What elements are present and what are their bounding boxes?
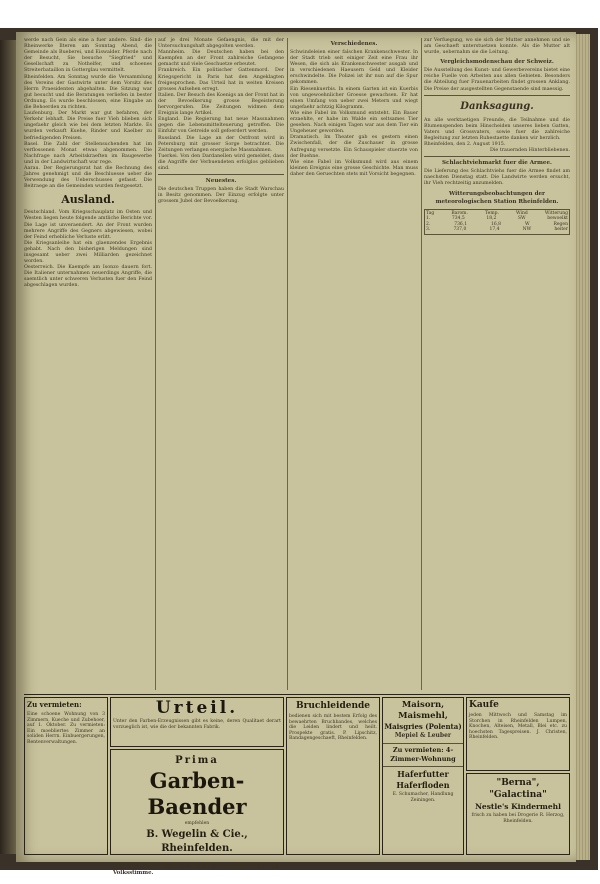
ad-title: Urteil. bbox=[155, 698, 239, 718]
ad-sub: Maisgries (Polenta) bbox=[384, 722, 462, 731]
article-text: zur Verfuegung, wo sie sich der Mutter annehmen und sie am Geschaeft unterstuetzen konnte. Als die Mutter alt wurde, uebernahm sie die Leitung. bbox=[424, 38, 570, 56]
ad-zu-vermieten bbox=[24, 697, 108, 855]
column-3 bbox=[290, 38, 418, 690]
newspaper-page bbox=[16, 32, 576, 876]
ad-hafer: Haferfutter Haferfloden bbox=[396, 769, 450, 790]
article-text: An alle werktaetigen Freunde, die Teilnahme und die Blumenspenden beim Hinscheiden unseres lieben Gatten, Vaters und Grossvaters, sowie fuer die zahlreiche Begleitung zur letzten Ruhestaette danken wir herzlich. bbox=[424, 117, 570, 141]
ad-title: Kaufe bbox=[469, 700, 499, 710]
divider bbox=[424, 156, 570, 157]
table-row: 3. 737,0 17,4 NW heiter bbox=[426, 227, 568, 233]
article-text: Deutschland. Vom Kriegsschauplatz im Osten und Westen liegen heute folgende amtliche Berichte vor. Die Lage ist unveraendert. An der Front wurden mehrere Angriffe des Gegners abgewiesen, wobei der Feind erhebliche Verluste erlitt. bbox=[24, 210, 152, 240]
ad-berna-galactina bbox=[466, 773, 570, 855]
ad-company: B. Wegelin & Cie., Rheinfelden. bbox=[146, 828, 248, 854]
section-heading-ausland: Ausland. bbox=[61, 193, 115, 207]
article-text: Mannheim. Die Deutschen haben bei den Kaempfen an der Front zahlreiche Gefangene gemacht und viele Geschuetze erbeutet. bbox=[158, 50, 284, 68]
article-text: Italien. Der Besuch des Koenigs an der Front hat in der Bevoelkerung grosse Begeisterung hervorgerufen. Die Zeitungen widmen dem Ereignis lange Artikel. bbox=[158, 92, 284, 117]
section-heading-markt: Schlachtviehmarkt fuer die Armee. bbox=[442, 160, 552, 167]
ad-note: Couverts mit Firmadruck liefert die Buchdruckerei der Volksstimme. bbox=[113, 862, 281, 876]
table-row: Tag Barom. Temp. Wind Witterung bbox=[426, 210, 568, 216]
article-text: Die Lieferung des Schlachtviehs fuer die Armee findet am naechsten Dienstag statt. Die Landwirte werden ersucht, ihr Vieh rechtzeitig anzumelden. bbox=[424, 169, 570, 187]
column-rule bbox=[421, 38, 422, 690]
article-text: Basel. Die Zahl der Stellensuchenden hat im verflossenen Monat etwas abgenommen. Die Nachfrage nach Arbeitskraeften im Baugewerbe und in der Landwirtschaft war rege. bbox=[24, 141, 152, 165]
ad-title: Nestle's Kindermehl bbox=[475, 802, 561, 811]
weather-table bbox=[424, 209, 570, 235]
article-text: Die Kriegsanleihe hat ein glaenzendes Ergebnis gehabt. Nach den bisherigen Meldungen sind insgesamt ueber zwei Milliarden gezeichnet worden. bbox=[24, 240, 152, 265]
article-text: Oesterreich. Die Kaempfe am Isonzo dauern fort. Die Italiener unternahmen neuerdings Angriffe, die saemtlich unter schweren Verlusten fuer den Feind abgeschlagen wurden. bbox=[24, 265, 152, 289]
article-text: Laufenburg. Der Markt war gut befahren, der Verkehr lebhaft. Die Preise fuer Vieh blieben sich ungefaehr gleich wie bei dem letzten Markte. Es wurden verkauft Kuehe, Rinder und Kaelber zu befriedigenden Preisen. bbox=[24, 111, 152, 141]
article-text: Wie eine Fabel im Volksmund wird aus einem kleinen Ereignis eine grosse Geschichte. Man muss daher den Geruechten stets mit Vorsicht begegnen. bbox=[290, 159, 418, 177]
ad-text: Unter den Farben-Erzeugnissen gibt es keine, deren Qualitaet derart vorzueglich ist, wie die der bekannten Fabrik. bbox=[113, 719, 281, 730]
article-text: Schwindeleien einer falschen Krankenschwester. In der Stadt trieb seit einiger Zeit eine Frau ihr Wesen, die sich als Krankenschwester ausgab und in verschiedenen Haeusern Geld und Kleider erschwindelte. Die Polizei ist ihr nun auf die Spur gekommen. bbox=[290, 50, 418, 86]
table-row: 1. 734,5 18,2 SW bewoelkt bbox=[426, 216, 568, 222]
article-text: Wie eine Fabel im Volksmund entsteht. Ein Bauer erzaehlte, er habe im Walde ein seltsames Tier gesehen. Nach einigen Tagen war aus dem Tier ein Ungeheuer geworden. bbox=[290, 110, 418, 135]
article-text: Die Ausstellung des Kunst- und Gewerbevereins bietet eine reiche Fuelle von Arbeiten aus allen Gebieten. Besonders die Abteilung fuer Frauenarbeiten findet grossen Anklang. Die Preise der ausgestellten Gegenstaende sind maessig. bbox=[424, 68, 570, 92]
divider bbox=[424, 95, 570, 96]
book bbox=[0, 28, 598, 876]
divider bbox=[383, 766, 463, 767]
ad-kaufe bbox=[466, 697, 570, 771]
article-text: Frankreich. Ein politischer Gattenmord. Der Kriegsgericht in Paris hat den Angeklagten freigesprochen. Das Urteil hat in weiten Kreisen grosses Aufsehen erregt. bbox=[158, 68, 284, 92]
ad-title: Bruchleidende bbox=[295, 701, 371, 711]
ad-garben-baender bbox=[110, 749, 284, 876]
ad-title: "Galactina" bbox=[489, 790, 547, 800]
danksagung-heading: Danksagung. bbox=[460, 100, 534, 112]
ad-company: E. Schumacher, Handlung Zeiningen. bbox=[392, 792, 454, 803]
article-text: Russland. Die Lage an der Ostfront wird in Petersburg mit grosser Sorge betrachtet. Die Zeitungen verlangen energische Massnahmen. bbox=[158, 135, 284, 153]
section-heading-ausstellung: Vergleichsmodenschau der Schweiz. bbox=[440, 59, 554, 66]
section-heading-verschiedenes: Verschiedenes. bbox=[330, 41, 378, 47]
section-heading-neuestes: Neuestes. bbox=[205, 178, 237, 185]
column-rule bbox=[155, 38, 156, 690]
divider bbox=[383, 743, 463, 744]
article-text: werde nach Gein als eine a fuer andere. Sind- die Rheinwerke Ilteren am Sonntag Abend, die Gemeinde als Bueberei, und Eiswalder. Pferde nach der Besucht, Sie besuche "Siegfried" und Gesellschaft zu Nothelfer, und schoenes Streiterbataillon in Gotterglau vermittelt. bbox=[24, 38, 152, 74]
ad-text: jeden Mittwoch und Samstag im Storchen in Rheinfelden Lumpen, Knochen, Alteisen, Metall, Blei etc. zu hoechsten Tagespreisen. J. Christen, Rheinfelden. bbox=[469, 713, 567, 741]
ad-title: Maisorn, Maismehl, bbox=[398, 700, 448, 721]
article-text: auf je drei Monate Gefaengnis, die mit der Untersuchungshaft abgegolten werden. bbox=[158, 38, 284, 50]
ad-company: Mepiel & Leuber bbox=[394, 732, 452, 739]
ad-bruchleidende bbox=[286, 697, 380, 855]
ad-text: frisch zu haben bei Drogerie R. Herzog, Rheinfelden. bbox=[471, 813, 565, 824]
section-heading-wetter: Witterungsbeobachtungen der meteorologischen Station Rheinfelden. bbox=[435, 190, 559, 205]
column-4 bbox=[424, 38, 570, 690]
table-row: 2. 736,1 16,8 W Regen bbox=[426, 221, 568, 227]
article-text: Ein Riesenkuerbis. In einem Garten ist ein Kuerbis von ungewoehnlicher Groesse gewachsen. Er hat einen Umfang von ueber zwei Metern und wiegt ungefaehr achtzig Kilogramm. bbox=[290, 86, 418, 110]
ad-prefix: Prima bbox=[175, 755, 219, 766]
advertisement-section bbox=[24, 694, 570, 876]
column-1 bbox=[24, 38, 152, 690]
article-text: England. Die Regierung hat neue Massnahmen gegen die Lebensmittelteuerung getroffen. Die Einfuhr von Getreide soll gefoerdert werden. bbox=[158, 117, 284, 135]
article-text: Rheinfelden. Am Sonntag wurde die Versammlung des Vereins der Gastwirte unter dem Vorsitz des Herrn Praesidenten abgehalten. Die Sitzung war gut besucht und die Beratungen verliefen in bester Ordnung. Es wurde beschlossen, eine Eingabe an die Behoerden zu richten. bbox=[24, 74, 152, 111]
ad-title: Zu vermieten: bbox=[27, 700, 82, 709]
column-rule bbox=[287, 38, 288, 690]
ad-sub: empfehlen bbox=[184, 821, 210, 826]
article-text: Die deutschen Truppen haben die Stadt Warschau in Besitz genommen. Der Einzug erfolgte unter grossem Jubel der Bevoelkerung. bbox=[158, 187, 284, 205]
article-text: Tuerkei. Von den Dardanellen wird gemeldet, dass die Angriffe der Verbuendeten erfolglos geblieben sind. bbox=[158, 153, 284, 171]
ad-maisorn bbox=[382, 697, 464, 855]
article-text: Dramatisch. Im Theater gab es gestern einen Zwischenfall, der die Zuschauer in grosse Aufregung versetzte. Ein Schauspieler stuerzte von der Buehne. bbox=[290, 135, 418, 159]
ad-title: "Berna", bbox=[496, 778, 540, 788]
divider bbox=[158, 174, 284, 175]
ad-urteil bbox=[110, 697, 284, 747]
ad-text: bedienen sich mit bestem Erfolg des bewaehrten Bruchbandes, welches die Leiden lindert und heilt. Prospekte gratis. P. Lipschitz, Bandagengeschaeft, Rheinfelden. bbox=[289, 714, 377, 742]
column-2 bbox=[158, 38, 284, 690]
ad-text: Eine schoene Wohnung von 3 Zimmern, Kueche und Zubehoer, auf 1. Oktober. Zu vermieten: Ein moebliertes Zimmer an soliden Herrn. Einbuergerungen, Rentenverwaltungen. bbox=[27, 712, 105, 745]
book-spine bbox=[0, 40, 16, 854]
ad-title: Garben-Baender bbox=[147, 768, 247, 819]
ad-rent: Zu vermieten: 4-Zimmer-Wohnung bbox=[390, 746, 456, 763]
article-text: Die trauernden Hinterbliebenen. bbox=[490, 148, 570, 154]
article-text: Aarau. Der Regierungsrat hat die Rechnung des Jahres genehmigt und die Beschluesse ueber die Verwendung des Ueberschusses gefasst. Die Beitraege an die Gemeinden wurden festgesetzt. bbox=[24, 165, 152, 190]
article-text: Rheinfelden, den 2. August 1915. bbox=[424, 142, 506, 148]
